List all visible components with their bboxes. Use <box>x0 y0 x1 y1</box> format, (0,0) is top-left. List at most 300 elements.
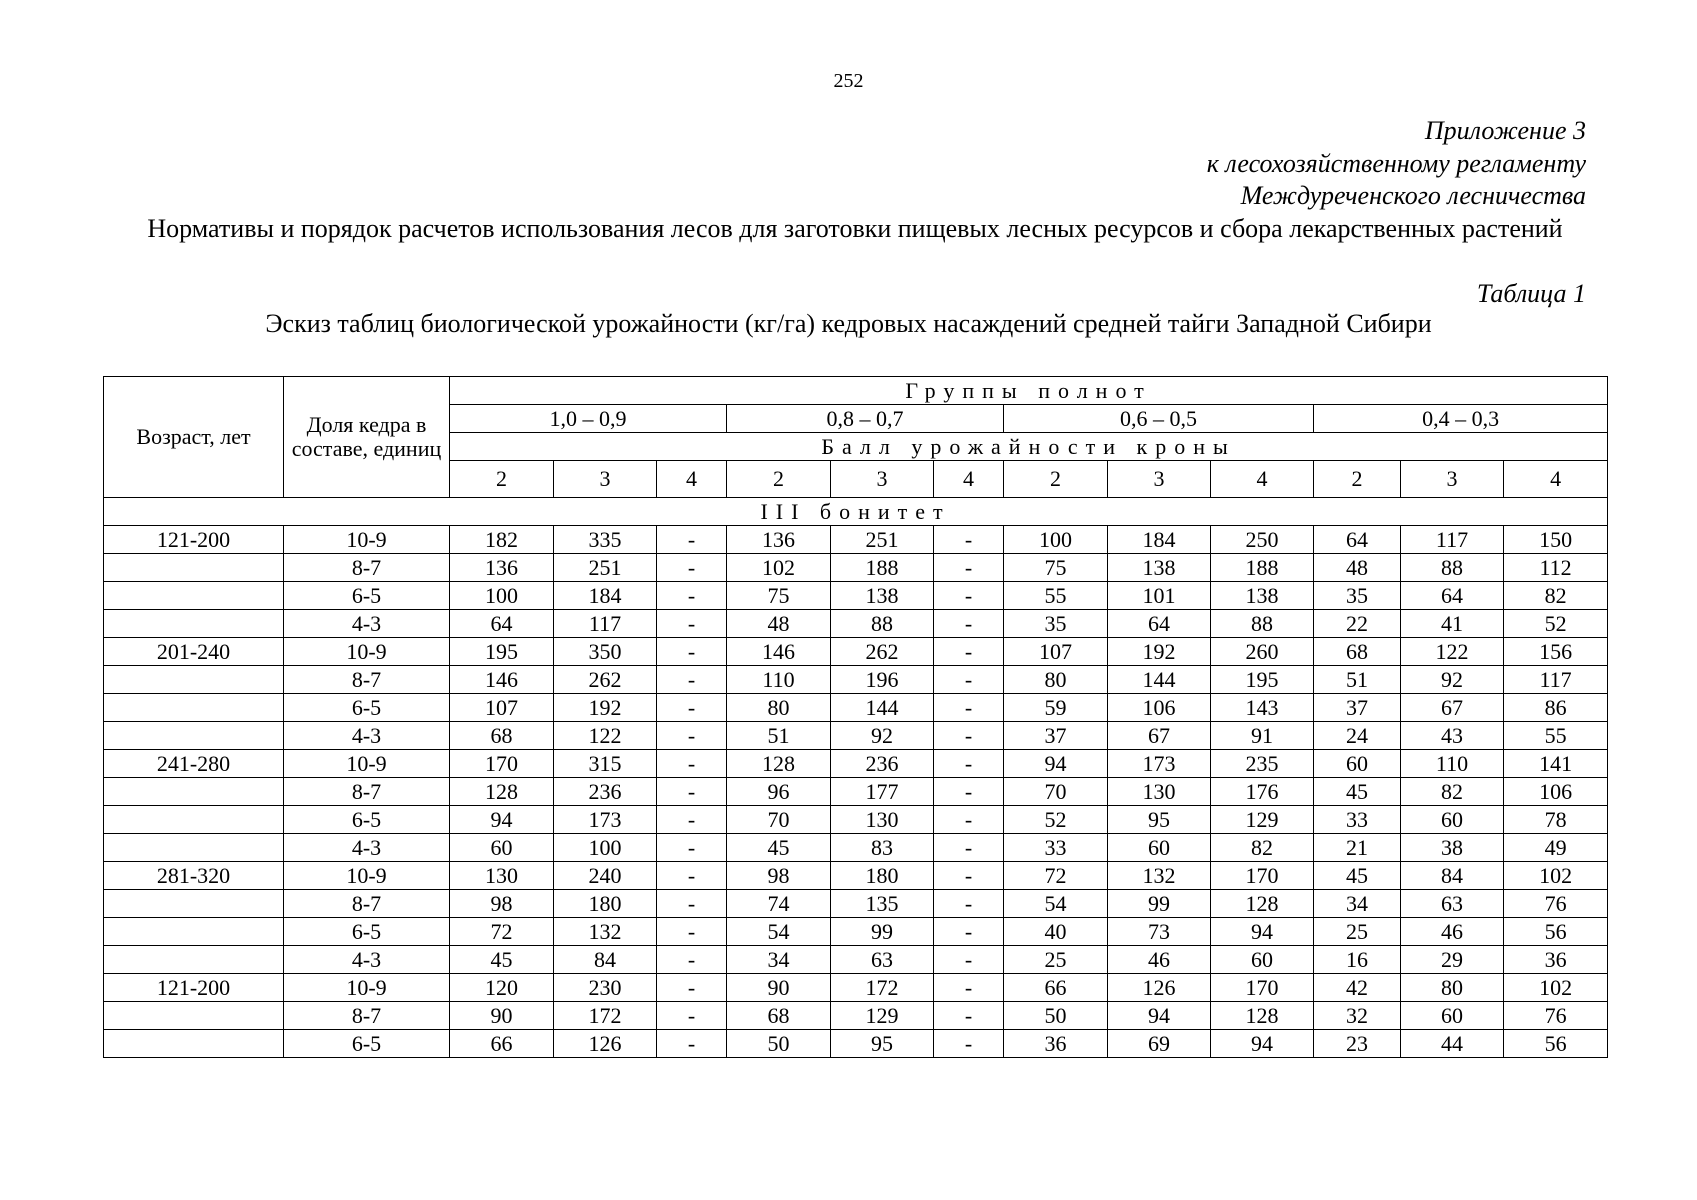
cell-yield: 135 <box>831 890 934 918</box>
cell-yield: 23 <box>1314 1030 1401 1058</box>
cell-yield: 37 <box>1314 694 1401 722</box>
cell-yield: 235 <box>1211 750 1314 778</box>
cell-yield: 52 <box>1004 806 1108 834</box>
cell-yield: 260 <box>1211 638 1314 666</box>
cell-yield: 73 <box>1108 918 1211 946</box>
cell-yield: 107 <box>450 694 554 722</box>
cell-yield: 64 <box>450 610 554 638</box>
table-row <box>104 862 1608 890</box>
header-group: 0,8 – 0,7 <box>727 405 1004 433</box>
cell-yield: 66 <box>450 1030 554 1058</box>
cell-yield: 177 <box>831 778 934 806</box>
section-site-class: III бонитет <box>104 498 1608 526</box>
cell-yield: 138 <box>1108 554 1211 582</box>
header-score: 2 <box>450 461 554 498</box>
cell-yield: 63 <box>831 946 934 974</box>
cell-share: 4-3 <box>284 946 450 974</box>
cell-yield: 67 <box>1108 722 1211 750</box>
cell-yield: 94 <box>1108 1002 1211 1030</box>
cell-age <box>104 946 284 974</box>
cell-yield: 35 <box>1004 610 1108 638</box>
cell-yield: 150 <box>1504 526 1608 554</box>
cell-yield: - <box>934 1030 1004 1058</box>
cell-yield: 251 <box>831 526 934 554</box>
cell-yield: 117 <box>554 610 657 638</box>
cell-yield: 37 <box>1004 722 1108 750</box>
cell-yield: 38 <box>1401 834 1504 862</box>
cell-yield: 45 <box>450 946 554 974</box>
cell-yield: - <box>934 918 1004 946</box>
cell-yield: 350 <box>554 638 657 666</box>
cell-share: 8-7 <box>284 554 450 582</box>
cell-yield: 68 <box>1314 638 1401 666</box>
cell-yield: 82 <box>1504 582 1608 610</box>
cell-yield: 138 <box>1211 582 1314 610</box>
cell-yield: 94 <box>1211 918 1314 946</box>
cell-share: 4-3 <box>284 722 450 750</box>
cell-yield: 110 <box>1401 750 1504 778</box>
cell-share: 8-7 <box>284 666 450 694</box>
cell-age <box>104 918 284 946</box>
cell-yield: 180 <box>554 890 657 918</box>
cell-share: 6-5 <box>284 1030 450 1058</box>
cell-age: 241-280 <box>104 750 284 778</box>
cell-yield: - <box>934 890 1004 918</box>
cell-share: 10-9 <box>284 638 450 666</box>
header-group: 0,4 – 0,3 <box>1314 405 1608 433</box>
cell-yield: 42 <box>1314 974 1401 1002</box>
cell-age: 121-200 <box>104 526 284 554</box>
cell-yield: - <box>934 610 1004 638</box>
cell-yield: 144 <box>831 694 934 722</box>
cell-yield: 76 <box>1504 1002 1608 1030</box>
header-score: 3 <box>1401 461 1504 498</box>
cell-share: 6-5 <box>284 918 450 946</box>
cell-yield: 126 <box>1108 974 1211 1002</box>
cell-yield: 128 <box>450 778 554 806</box>
cell-yield: 170 <box>450 750 554 778</box>
cell-yield: 60 <box>1401 806 1504 834</box>
cell-yield: 176 <box>1211 778 1314 806</box>
cell-share: 8-7 <box>284 890 450 918</box>
cell-yield: 230 <box>554 974 657 1002</box>
cell-yield: 173 <box>554 806 657 834</box>
cell-yield: 35 <box>1314 582 1401 610</box>
cell-yield: - <box>657 666 727 694</box>
cell-yield: 132 <box>1108 862 1211 890</box>
table-row <box>104 638 1608 666</box>
cell-share: 6-5 <box>284 694 450 722</box>
table-row <box>104 946 1608 974</box>
yield-table <box>103 376 1608 1058</box>
table-row <box>104 610 1608 638</box>
cell-yield: 33 <box>1314 806 1401 834</box>
cell-yield: 91 <box>1211 722 1314 750</box>
cell-yield: 88 <box>831 610 934 638</box>
cell-yield: 56 <box>1504 918 1608 946</box>
table-row <box>104 750 1608 778</box>
cell-yield: - <box>934 722 1004 750</box>
cell-yield: 94 <box>1211 1030 1314 1058</box>
cell-yield: 55 <box>1004 582 1108 610</box>
cell-yield: 78 <box>1504 806 1608 834</box>
cell-yield: - <box>657 554 727 582</box>
cell-yield: - <box>934 946 1004 974</box>
cell-yield: 315 <box>554 750 657 778</box>
appendix-line-3: Междуреченского лесничества <box>1240 181 1586 210</box>
cell-yield: 130 <box>450 862 554 890</box>
cell-share: 6-5 <box>284 806 450 834</box>
cell-yield: 56 <box>1504 1030 1608 1058</box>
cell-share: 4-3 <box>284 610 450 638</box>
cell-yield: 22 <box>1314 610 1401 638</box>
cell-yield: - <box>657 1002 727 1030</box>
cell-yield: 128 <box>1211 1002 1314 1030</box>
cell-yield: 94 <box>450 806 554 834</box>
cell-yield: - <box>657 890 727 918</box>
header-score: 2 <box>1314 461 1401 498</box>
cell-yield: - <box>934 1002 1004 1030</box>
cell-yield: 146 <box>727 638 831 666</box>
header-score: 2 <box>727 461 831 498</box>
cell-yield: 120 <box>450 974 554 1002</box>
table-row <box>104 890 1608 918</box>
cell-yield: 122 <box>1401 638 1504 666</box>
cell-age <box>104 582 284 610</box>
cell-yield: 33 <box>1004 834 1108 862</box>
cell-yield: 36 <box>1504 946 1608 974</box>
cell-yield: 180 <box>831 862 934 890</box>
cell-yield: 102 <box>1504 862 1608 890</box>
cell-yield: 84 <box>1401 862 1504 890</box>
header-score: 3 <box>831 461 934 498</box>
cell-yield: 29 <box>1401 946 1504 974</box>
header-crown-score: Балл урожайности кроны <box>450 433 1608 461</box>
header-age: Возраст, лет <box>104 377 284 498</box>
table-row <box>104 1030 1608 1058</box>
cell-share: 8-7 <box>284 1002 450 1030</box>
cell-yield: 69 <box>1108 1030 1211 1058</box>
cell-yield: 143 <box>1211 694 1314 722</box>
cell-yield: 102 <box>727 554 831 582</box>
cell-yield: 236 <box>554 778 657 806</box>
header-group: 0,6 – 0,5 <box>1004 405 1314 433</box>
cell-share: 8-7 <box>284 778 450 806</box>
cell-share: 10-9 <box>284 862 450 890</box>
cell-age <box>104 1002 284 1030</box>
table-row <box>104 722 1608 750</box>
cell-yield: 32 <box>1314 1002 1401 1030</box>
cell-yield: 172 <box>831 974 934 1002</box>
cell-yield: 68 <box>450 722 554 750</box>
table-row <box>104 582 1608 610</box>
table-row <box>104 526 1608 554</box>
document-title: Нормативы и порядок расчетов использования лесов для заготовки пищевых лесных ресурсов и сбора лекарственных растений <box>147 214 1563 243</box>
cell-yield: 170 <box>1211 974 1314 1002</box>
cell-yield: 182 <box>450 526 554 554</box>
cell-yield: 98 <box>450 890 554 918</box>
cell-age: 121-200 <box>104 974 284 1002</box>
cell-yield: 54 <box>1004 890 1108 918</box>
cell-yield: 236 <box>831 750 934 778</box>
table-row <box>104 694 1608 722</box>
cell-yield: - <box>657 610 727 638</box>
cell-yield: 146 <box>450 666 554 694</box>
cell-yield: 72 <box>1004 862 1108 890</box>
cell-yield: 80 <box>1004 666 1108 694</box>
cell-yield: 335 <box>554 526 657 554</box>
cell-yield: - <box>934 694 1004 722</box>
cell-yield: - <box>934 974 1004 1002</box>
cell-yield: 64 <box>1108 610 1211 638</box>
cell-share: 10-9 <box>284 526 450 554</box>
cell-yield: 66 <box>1004 974 1108 1002</box>
cell-yield: 68 <box>727 1002 831 1030</box>
cell-yield: 99 <box>831 918 934 946</box>
cell-yield: 130 <box>831 806 934 834</box>
cell-yield: 80 <box>727 694 831 722</box>
cell-age <box>104 1030 284 1058</box>
cell-yield: 41 <box>1401 610 1504 638</box>
cell-yield: 184 <box>1108 526 1211 554</box>
header-score: 3 <box>554 461 657 498</box>
table-row <box>104 666 1608 694</box>
header-score: 3 <box>1108 461 1211 498</box>
cell-yield: - <box>657 750 727 778</box>
cell-yield: 250 <box>1211 526 1314 554</box>
cell-yield: - <box>934 582 1004 610</box>
appendix-line-2: к лесохозяйственному регламенту <box>1206 149 1586 178</box>
cell-yield: 60 <box>1401 1002 1504 1030</box>
cell-yield: 90 <box>727 974 831 1002</box>
cell-yield: - <box>934 666 1004 694</box>
cell-yield: 51 <box>1314 666 1401 694</box>
cell-yield: 110 <box>727 666 831 694</box>
cell-yield: 43 <box>1401 722 1504 750</box>
cell-yield: 64 <box>1314 526 1401 554</box>
table-caption: Эскиз таблиц биологической урожайности (кг/га) кедровых насаждений средней тайги Западной Сибири <box>265 309 1432 338</box>
cell-yield: 128 <box>1211 890 1314 918</box>
cell-yield: 70 <box>1004 778 1108 806</box>
cell-yield: 188 <box>1211 554 1314 582</box>
cell-yield: 75 <box>1004 554 1108 582</box>
cell-yield: 128 <box>727 750 831 778</box>
cell-yield: 48 <box>727 610 831 638</box>
cell-yield: 74 <box>727 890 831 918</box>
cell-age <box>104 554 284 582</box>
cell-yield: 100 <box>1004 526 1108 554</box>
cell-yield: 60 <box>450 834 554 862</box>
cell-yield: - <box>934 526 1004 554</box>
page-number: 252 <box>833 70 864 92</box>
cell-yield: 52 <box>1504 610 1608 638</box>
cell-yield: 84 <box>554 946 657 974</box>
cell-yield: 36 <box>1004 1030 1108 1058</box>
cell-yield: 54 <box>727 918 831 946</box>
table-row <box>104 806 1608 834</box>
cell-yield: 34 <box>1314 890 1401 918</box>
cell-share: 10-9 <box>284 974 450 1002</box>
cell-yield: 240 <box>554 862 657 890</box>
cell-yield: 106 <box>1504 778 1608 806</box>
cell-yield: 40 <box>1004 918 1108 946</box>
cell-yield: 262 <box>831 638 934 666</box>
cell-yield: 95 <box>1108 806 1211 834</box>
cell-yield: 44 <box>1401 1030 1504 1058</box>
cell-yield: - <box>934 834 1004 862</box>
cell-yield: 24 <box>1314 722 1401 750</box>
cell-yield: 16 <box>1314 946 1401 974</box>
cell-yield: - <box>657 722 727 750</box>
cell-yield: 144 <box>1108 666 1211 694</box>
cell-yield: 82 <box>1211 834 1314 862</box>
cell-yield: - <box>657 974 727 1002</box>
table-row <box>104 918 1608 946</box>
cell-yield: 132 <box>554 918 657 946</box>
cell-yield: - <box>934 862 1004 890</box>
table-row <box>104 974 1608 1002</box>
cell-yield: 64 <box>1401 582 1504 610</box>
cell-age <box>104 694 284 722</box>
cell-yield: - <box>657 918 727 946</box>
cell-yield: 98 <box>727 862 831 890</box>
cell-yield: 25 <box>1314 918 1401 946</box>
cell-yield: - <box>657 862 727 890</box>
cell-yield: 50 <box>1004 1002 1108 1030</box>
header-score: 4 <box>657 461 727 498</box>
cell-share: 4-3 <box>284 834 450 862</box>
cell-yield: 106 <box>1108 694 1211 722</box>
cell-yield: 92 <box>831 722 934 750</box>
cell-yield: - <box>934 638 1004 666</box>
cell-yield: 173 <box>1108 750 1211 778</box>
cell-yield: 88 <box>1401 554 1504 582</box>
cell-yield: - <box>657 582 727 610</box>
cell-yield: 141 <box>1504 750 1608 778</box>
cell-yield: 46 <box>1401 918 1504 946</box>
cell-age: 281-320 <box>104 862 284 890</box>
header-share: Доля кедра в составе, единиц <box>284 377 450 498</box>
cell-yield: - <box>657 694 727 722</box>
cell-yield: 21 <box>1314 834 1401 862</box>
cell-yield: 45 <box>1314 778 1401 806</box>
cell-yield: 184 <box>554 582 657 610</box>
table-label: Таблица 1 <box>1476 279 1586 308</box>
header-score: 4 <box>1211 461 1314 498</box>
cell-yield: 25 <box>1004 946 1108 974</box>
cell-yield: 45 <box>727 834 831 862</box>
header-density-groups: Группы полнот <box>450 377 1608 405</box>
cell-yield: 136 <box>727 526 831 554</box>
cell-share: 6-5 <box>284 582 450 610</box>
cell-yield: 75 <box>727 582 831 610</box>
cell-yield: - <box>934 750 1004 778</box>
cell-yield: 117 <box>1401 526 1504 554</box>
cell-yield: - <box>934 554 1004 582</box>
header-score: 4 <box>1504 461 1608 498</box>
cell-yield: - <box>934 806 1004 834</box>
cell-yield: 46 <box>1108 946 1211 974</box>
cell-yield: 83 <box>831 834 934 862</box>
header-score: 4 <box>934 461 1004 498</box>
cell-yield: - <box>657 834 727 862</box>
cell-yield: 76 <box>1504 890 1608 918</box>
cell-yield: 67 <box>1401 694 1504 722</box>
cell-yield: 122 <box>554 722 657 750</box>
cell-yield: 112 <box>1504 554 1608 582</box>
cell-yield: 49 <box>1504 834 1608 862</box>
cell-yield: 251 <box>554 554 657 582</box>
cell-yield: 95 <box>831 1030 934 1058</box>
cell-yield: - <box>657 778 727 806</box>
cell-yield: 101 <box>1108 582 1211 610</box>
appendix-line-1: Приложение 3 <box>1424 116 1586 145</box>
cell-yield: - <box>657 946 727 974</box>
cell-yield: 102 <box>1504 974 1608 1002</box>
cell-age: 201-240 <box>104 638 284 666</box>
cell-yield: 92 <box>1401 666 1504 694</box>
cell-yield: 45 <box>1314 862 1401 890</box>
cell-yield: 99 <box>1108 890 1211 918</box>
cell-yield: - <box>657 806 727 834</box>
cell-yield: 126 <box>554 1030 657 1058</box>
cell-yield: 138 <box>831 582 934 610</box>
cell-yield: 100 <box>450 582 554 610</box>
cell-yield: 86 <box>1504 694 1608 722</box>
cell-yield: 50 <box>727 1030 831 1058</box>
cell-age <box>104 834 284 862</box>
cell-yield: 51 <box>727 722 831 750</box>
cell-yield: 82 <box>1401 778 1504 806</box>
cell-yield: 60 <box>1108 834 1211 862</box>
cell-yield: 192 <box>1108 638 1211 666</box>
cell-yield: 34 <box>727 946 831 974</box>
cell-yield: 59 <box>1004 694 1108 722</box>
cell-yield: 262 <box>554 666 657 694</box>
table-row <box>104 1002 1608 1030</box>
cell-age <box>104 666 284 694</box>
cell-yield: 195 <box>450 638 554 666</box>
header-group: 1,0 – 0,9 <box>450 405 727 433</box>
cell-age <box>104 806 284 834</box>
cell-yield: 88 <box>1211 610 1314 638</box>
cell-yield: - <box>657 638 727 666</box>
cell-yield: - <box>657 1030 727 1058</box>
table-row <box>104 834 1608 862</box>
header-score: 2 <box>1004 461 1108 498</box>
cell-yield: 172 <box>554 1002 657 1030</box>
cell-yield: - <box>934 778 1004 806</box>
cell-yield: 107 <box>1004 638 1108 666</box>
cell-yield: 196 <box>831 666 934 694</box>
cell-yield: 192 <box>554 694 657 722</box>
cell-yield: 94 <box>1004 750 1108 778</box>
cell-yield: 136 <box>450 554 554 582</box>
cell-yield: 129 <box>1211 806 1314 834</box>
cell-yield: 55 <box>1504 722 1608 750</box>
cell-yield: 90 <box>450 1002 554 1030</box>
cell-yield: 117 <box>1504 666 1608 694</box>
cell-yield: 60 <box>1314 750 1401 778</box>
cell-age <box>104 778 284 806</box>
cell-yield: 96 <box>727 778 831 806</box>
cell-share: 10-9 <box>284 750 450 778</box>
cell-yield: 63 <box>1401 890 1504 918</box>
table-row <box>104 778 1608 806</box>
cell-yield: 48 <box>1314 554 1401 582</box>
cell-yield: 70 <box>727 806 831 834</box>
cell-yield: 130 <box>1108 778 1211 806</box>
